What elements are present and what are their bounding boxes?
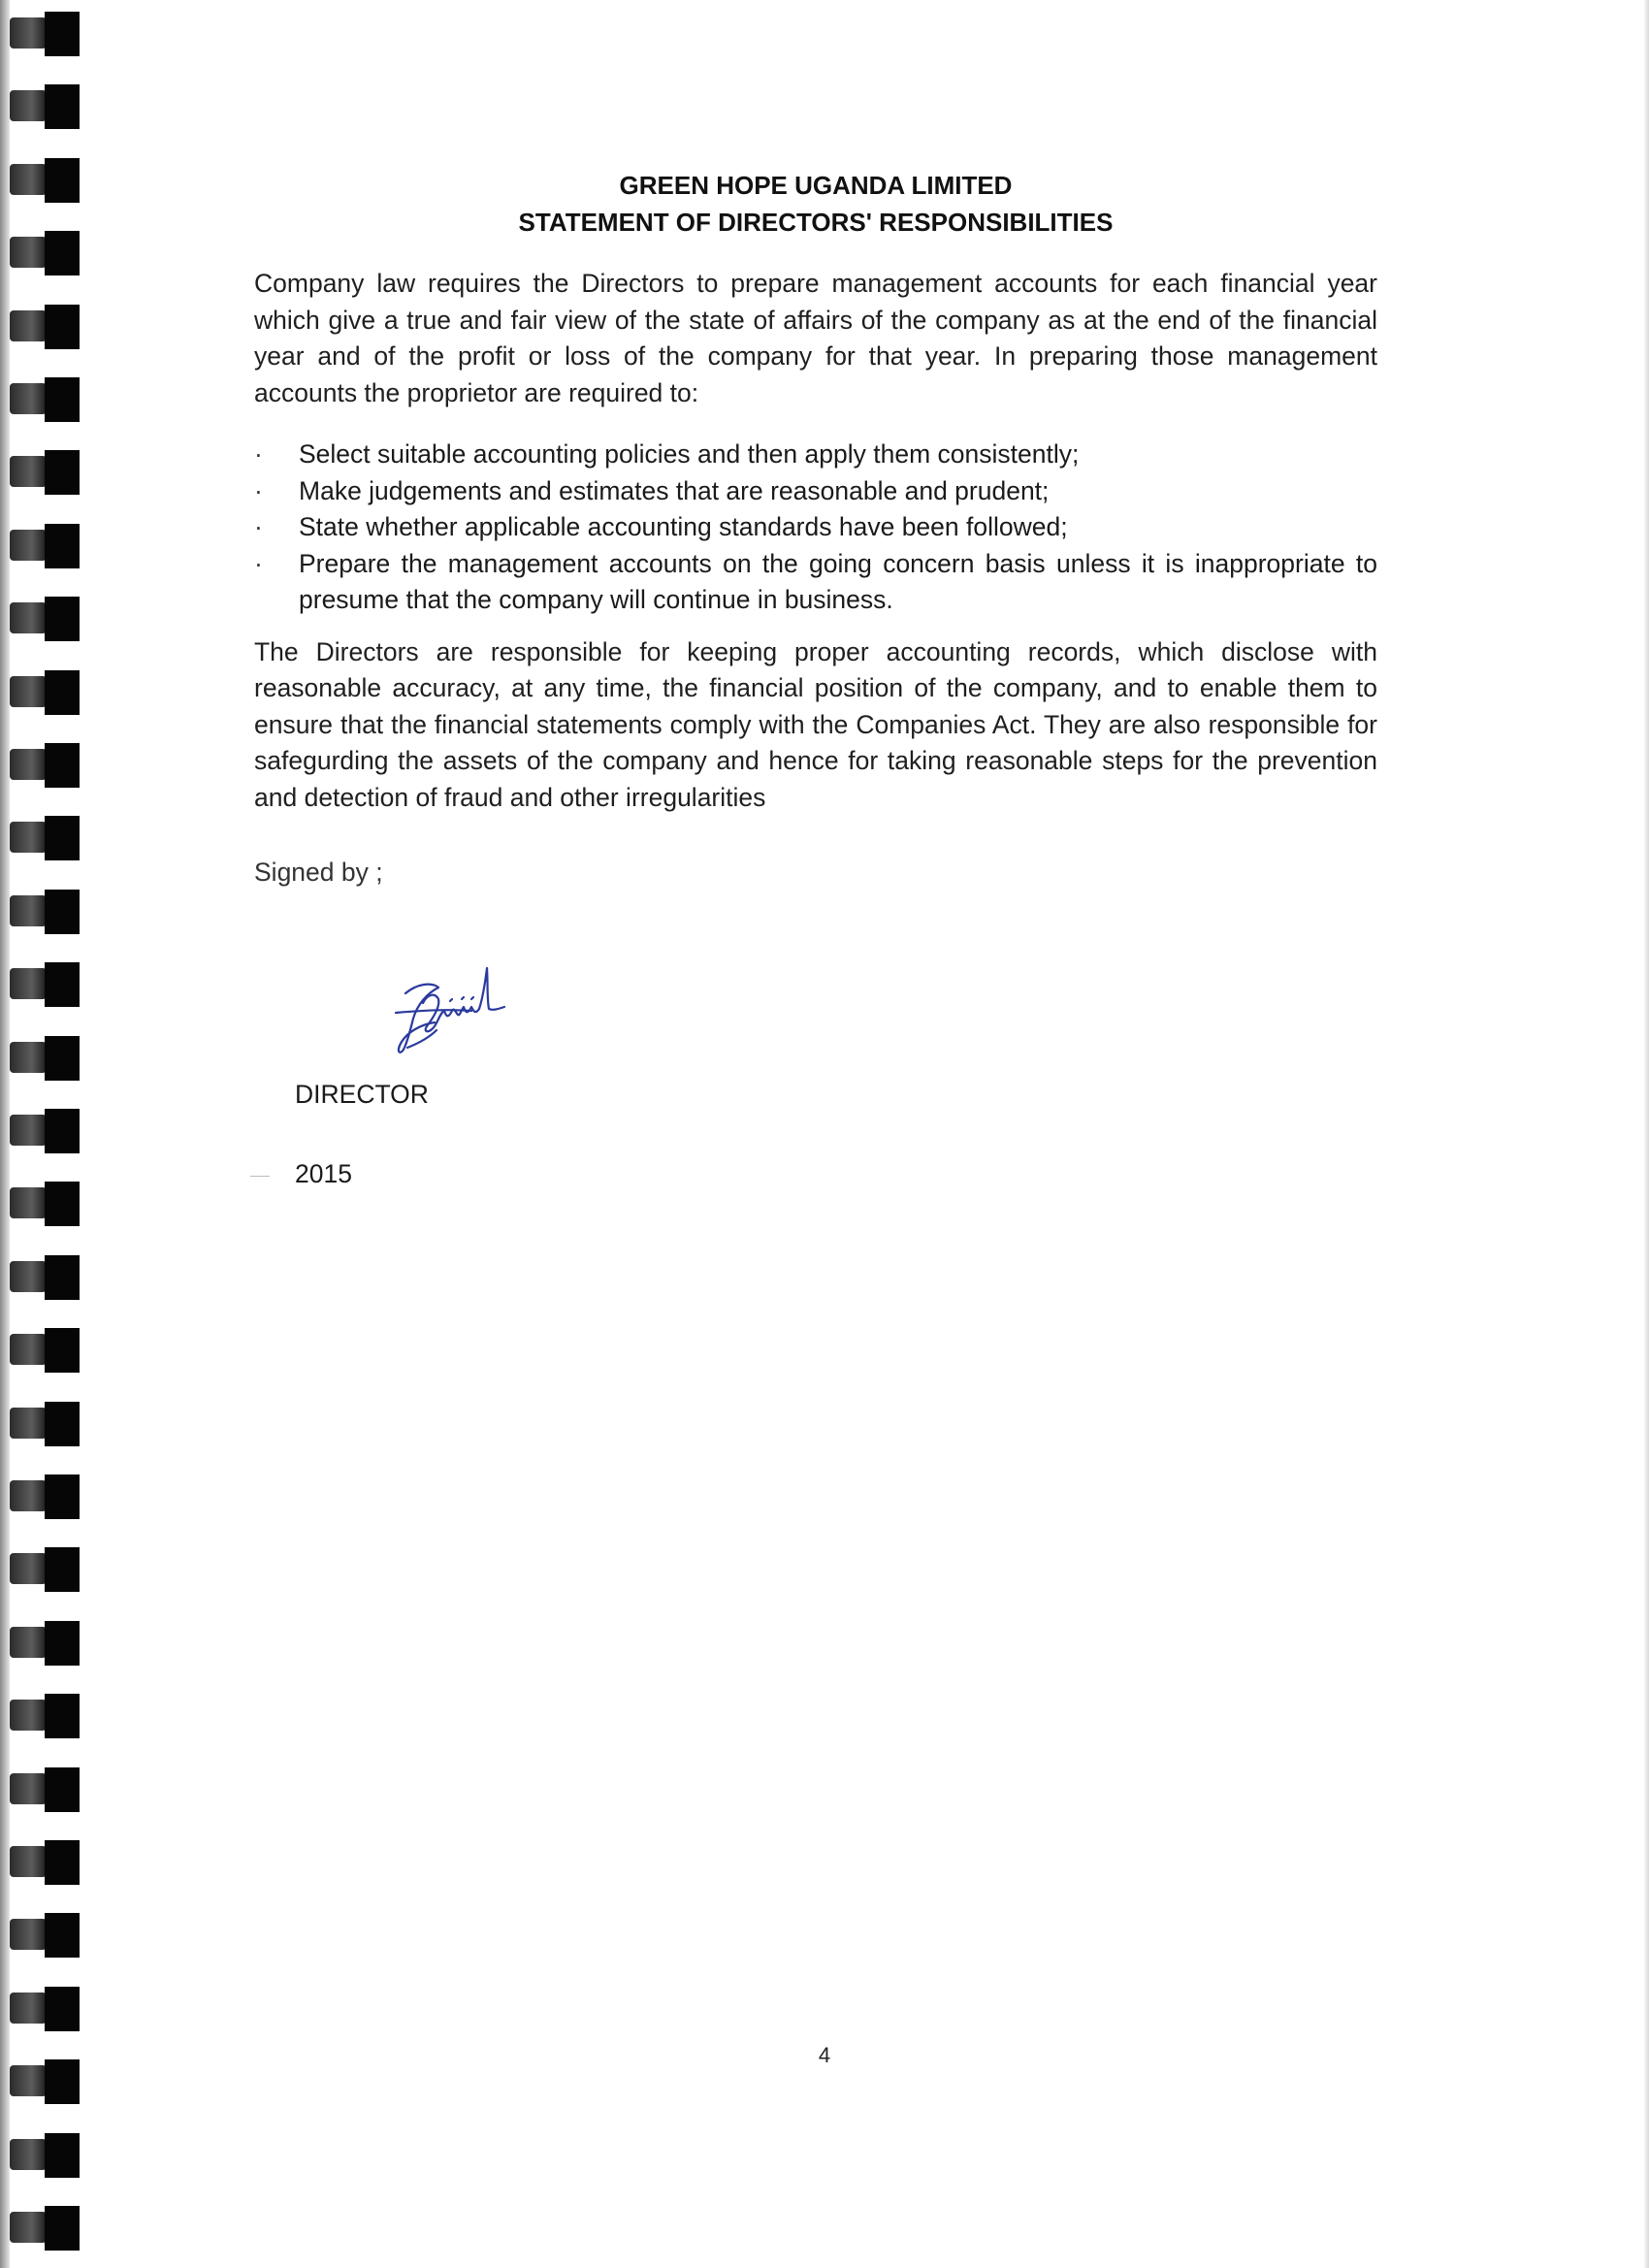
binding-hole (45, 1182, 80, 1226)
bullet-icon: · (254, 548, 263, 578)
statement-title: STATEMENT OF DIRECTORS' RESPONSIBILITIES (518, 208, 1114, 237)
binding-hole (45, 743, 80, 788)
binding-hole (45, 2206, 80, 2251)
binding-ring-icon (10, 1255, 70, 1300)
binding-hole (45, 1547, 80, 1592)
binding-hole (45, 1913, 80, 1958)
binding-ring-icon (10, 1767, 70, 1812)
list-item-text: State whether applicable accounting standards have been followed; (299, 512, 1068, 541)
binding-wire (10, 1187, 47, 1218)
bullet-icon: · (254, 439, 263, 469)
binding-ring-icon (10, 158, 70, 203)
binding-ring-icon (10, 670, 70, 715)
binding-wire (10, 2139, 47, 2170)
binding-hole (45, 597, 80, 641)
signatory-role: DIRECTOR (295, 1080, 429, 1109)
binding-wire (10, 1115, 47, 1146)
binding-wire (10, 310, 47, 341)
bullet-icon: · (254, 512, 263, 541)
binding-hole (45, 84, 80, 129)
binding-ring-icon (10, 1109, 70, 1153)
binding-wire (10, 602, 47, 633)
binding-ring-icon (10, 890, 70, 934)
binding-wire (10, 749, 47, 780)
binding-hole (45, 305, 80, 349)
binding-ring-icon (10, 84, 70, 129)
binding-ring-icon (10, 1840, 70, 1885)
binding-wire (10, 822, 47, 853)
binding-wire (10, 530, 47, 561)
list-item (254, 546, 1377, 619)
binding-wire (10, 1553, 47, 1584)
binding-wire (10, 1042, 47, 1073)
divider (250, 1176, 270, 1177)
binding-ring-icon (10, 305, 70, 349)
binding-ring-icon (10, 962, 70, 1007)
binding-wire (10, 968, 47, 999)
signature-icon (378, 955, 524, 1061)
company-name: GREEN HOPE UGANDA LIMITED (619, 171, 1013, 200)
binding-hole (45, 1840, 80, 1885)
binding-wire (10, 2065, 47, 2096)
binding-hole (45, 377, 80, 422)
binding-ring-icon (10, 2133, 70, 2178)
binding-wire (10, 676, 47, 707)
binding-ring-icon (10, 231, 70, 275)
binding-hole (45, 1036, 80, 1081)
binding-hole (45, 231, 80, 275)
binding-ring-icon (10, 597, 70, 641)
binding-wire (10, 456, 47, 487)
binding-hole (45, 1255, 80, 1300)
list-item-text: Select suitable accounting policies and then apply them consistently; (299, 439, 1080, 469)
binding-ring-icon (10, 524, 70, 568)
binding-hole (45, 962, 80, 1007)
binding-wire (10, 1993, 47, 2024)
binding-hole (45, 2133, 80, 2178)
binding-ring-icon (10, 2206, 70, 2251)
binding-wire (10, 383, 47, 414)
binding-wire (10, 90, 47, 121)
intro-paragraph: Company law requires the Directors to prepare management accounts for each financial year which give a true and fair view of the state of affairs of the company as at the end of the financial year and of the profit or loss of the company for that year. In preparing those management accounts the proprietor are required to: (254, 269, 1377, 407)
binding-wire (10, 895, 47, 926)
binding-hole (45, 670, 80, 715)
binding-wire (10, 17, 47, 49)
signed-by-label: Signed by ; (254, 858, 383, 887)
binding-ring-icon (10, 743, 70, 788)
responsibilities-list (254, 437, 1377, 619)
binding-ring-icon (10, 1987, 70, 2031)
binding-wire (10, 1773, 47, 1804)
spiral-binding (0, 0, 87, 2268)
list-item-text: Make judgements and estimates that are reasonable and prudent; (299, 475, 1050, 505)
responsibility-paragraph: The Directors are responsible for keeping proper accounting records, which disclose with reasonable accuracy, at any time, the financial position of the company, and to enable them to ensure that the financial statements comply with the Companies Act. They are also responsible for safegurding the assets of the company and hence for taking reasonable steps for the prevention and detection of fraud and other irregularities (254, 636, 1377, 812)
signature-year: 2015 (295, 1159, 352, 1188)
binding-ring-icon (10, 1474, 70, 1519)
list-item (254, 437, 1377, 473)
binding-wire (10, 1700, 47, 1731)
bullet-icon: · (254, 475, 263, 505)
binding-wire (10, 1334, 47, 1365)
binding-ring-icon (10, 1694, 70, 1738)
binding-hole (45, 12, 80, 56)
binding-hole (45, 890, 80, 934)
binding-wire (10, 1627, 47, 1658)
binding-hole (45, 1474, 80, 1519)
binding-ring-icon (10, 1328, 70, 1373)
page-number: 4 (818, 2043, 831, 2067)
binding-ring-icon (10, 12, 70, 56)
binding-hole (45, 1328, 80, 1373)
binding-ring-icon (10, 1402, 70, 1446)
binding-hole (45, 1402, 80, 1446)
binding-hole (45, 158, 80, 203)
binding-ring-icon (10, 1547, 70, 1592)
binding-ring-icon (10, 450, 70, 495)
binding-hole (45, 1109, 80, 1153)
list-item (254, 473, 1377, 510)
binding-ring-icon (10, 1913, 70, 1958)
binding-hole (45, 524, 80, 568)
binding-ring-icon (10, 1621, 70, 1666)
binding-wire (10, 1261, 47, 1292)
binding-ring-icon (10, 816, 70, 860)
binding-wire (10, 2212, 47, 2243)
binding-ring-icon (10, 1036, 70, 1081)
binding-hole (45, 1621, 80, 1666)
binding-hole (45, 1694, 80, 1738)
document-body (254, 167, 1377, 1188)
list-item (254, 509, 1377, 546)
binding-wire (10, 1480, 47, 1511)
binding-hole (45, 1987, 80, 2031)
binding-ring-icon (10, 377, 70, 422)
binding-ring-icon (10, 1182, 70, 1226)
binding-wire (10, 237, 47, 268)
binding-hole (45, 1767, 80, 1812)
binding-wire (10, 1408, 47, 1439)
list-item-text: Prepare the management accounts on the going concern basis unless it is inappropriate to presume that the company will continue in business. (299, 548, 1377, 614)
binding-wire (10, 1846, 47, 1877)
binding-hole (45, 816, 80, 860)
binding-wire (10, 164, 47, 195)
binding-wire (10, 1919, 47, 1950)
binding-hole (45, 450, 80, 495)
page-edge (1643, 0, 1649, 2268)
